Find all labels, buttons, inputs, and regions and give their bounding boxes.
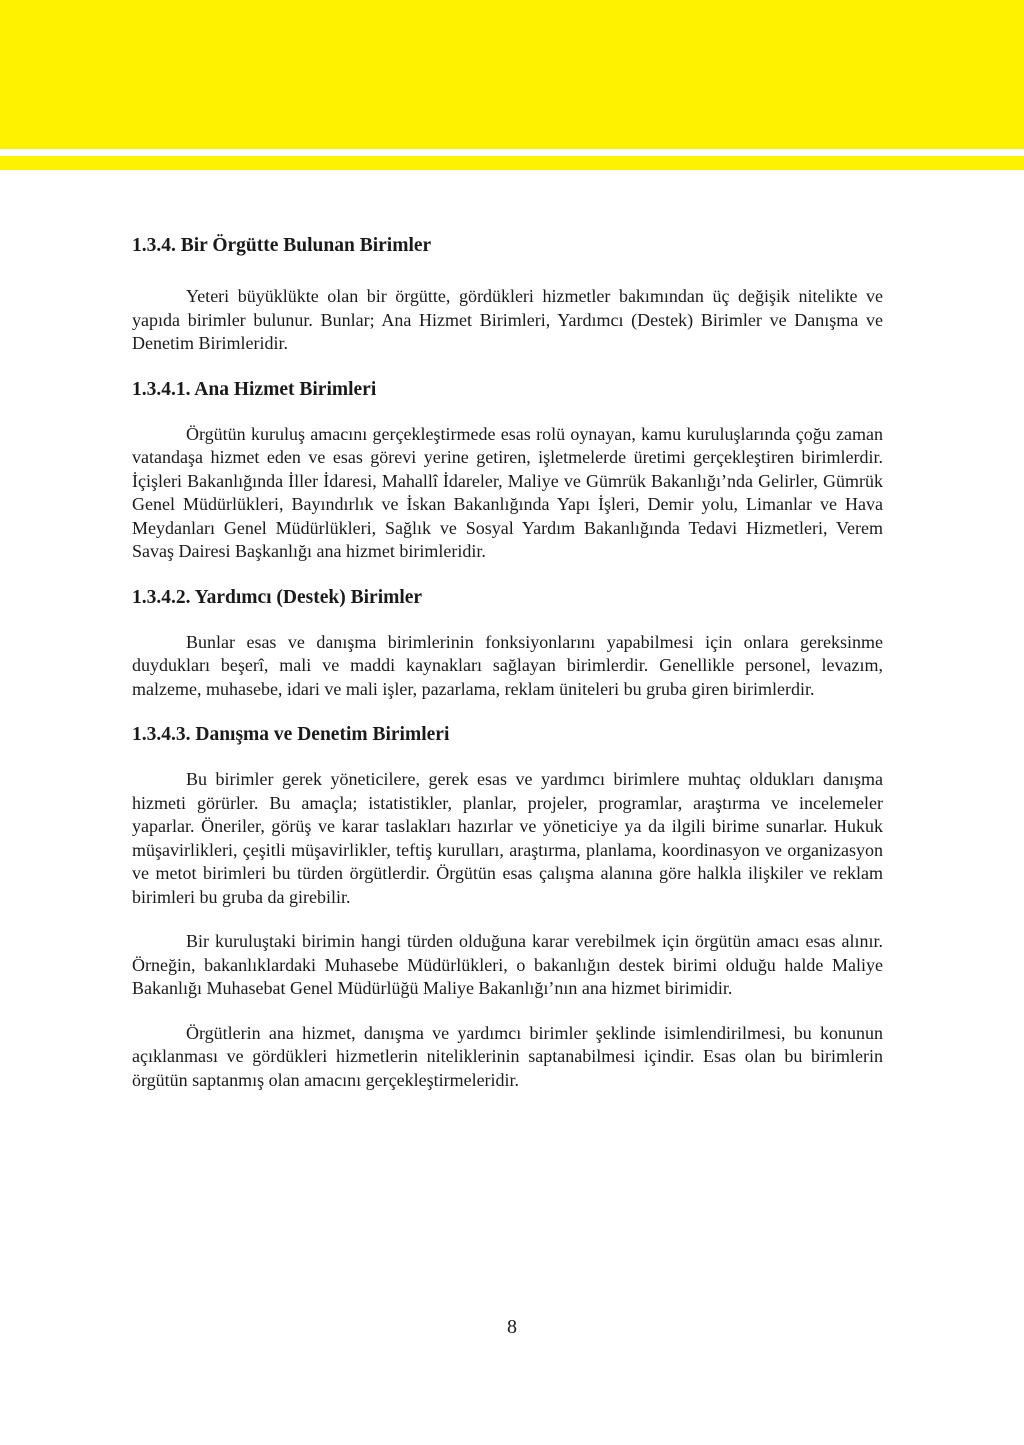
subsection-heading-ana-hizmet: 1.3.4.1. Ana Hizmet Birimleri — [132, 378, 377, 400]
subsection-paragraph-ana-hizmet: Örgütün kuruluş amacını gerçekleştirmede esas rolü oynayan, kamu kuruluşlarında çoğu zaman vatandaşa hizmet eden ve esas görevi yerine getiren, işletmelerde üretimi gerçekleştiren birimlerdir. İçişleri Bakanlığında İller İdaresi, Mahallî İdareler, Maliye ve Gümrük Bakanlığı’nda Gelirler, Gümrük Genel Müdürlükleri, Bayındırlık ve İskan Bakanlığında Yapı İşleri, Demir yolu, Limanlar ve Hava Meydanları Genel Müdürlükleri, Sağlık ve Sosyal Yardım Bakanlığında Tedavi Hizmetleri, Verem Savaş Dairesi Başkanlığı ana hizmet birimleridir. — [132, 423, 883, 561]
section-heading: 1.3.4. Bir Örgütte Bulunan Birimler — [132, 235, 432, 256]
document-body — [132, 234, 883, 1092]
header-white-stripe — [0, 149, 1024, 156]
subsection-paragraph-danisma-1: Bu birimler gerek yöneticilere, gerek esas ve yardımcı birimlere muhtaç oldukları danışma hizmeti görürler. Bu amaçla; istatistikler, planlar, projeler, programlar, araştırma ve incelemeler yaparlar. Öneriler, görüş ve karar taslakları hazırlar ve yöneticiye ya da ilgili birime sunarlar. Hukuk müşavirlikleri, çeşitli müşavirlikler, teftiş kurulları, araştırma, planlama, koordinasyon ve organizasyon ve metot birimleri bu türden örgütlerdir. Örgütün esas çalışma alanına göre halkla ilişkiler ve reklam birimleri bu gruba da girebilir. — [132, 769, 883, 907]
section-paragraph: Yeteri büyüklükte olan bir örgütte, gördükleri hizmetler bakımından üç değişik nitelikte ve yapıda birimler bulunur. Bunlar; Ana Hizmet Birimleri, Yardımcı (Destek) Birimler ve Danışma ve Denetim Birimleridir. — [132, 286, 883, 353]
subsection-paragraph-danisma-2: Bir kuruluştaki birimin hangi türden olduğuna karar verebilmek için örgütün amacı esas alınır. Örneğin, bakanlıklardaki Muhasebe Müdürlükleri, o bakanlığın destek birimi olduğu halde Maliye Bakanlığı Muhasebat Genel Müdürlüğü Maliye Bakanlığı’nın ana hizmet birimidir. — [132, 931, 883, 998]
subsection-heading-yardimci: 1.3.4.2. Yardımcı (Destek) Birimler — [132, 586, 423, 608]
subsection-paragraph-yardimci: Bunlar esas ve danışma birimlerinin fonksiyonlarını yapabilmesi için onlara gereksinme duydukları beşerî, mali ve maddi kaynakları sağlayan birimlerdir. Genellikle personel, levazım, malzeme, muhasebe, idari ve mali işler, pazarlama, reklam üniteleri bu gruba giren birimlerdir. — [132, 631, 883, 699]
subsection-heading-danisma: 1.3.4.3. Danışma ve Denetim Birimleri — [132, 724, 450, 745]
header-yellow-band — [0, 0, 1024, 149]
header-yellow-stripe — [0, 156, 1024, 170]
page-number: 8 — [507, 1316, 517, 1338]
subsection-paragraph-danisma-3: Örgütlerin ana hizmet, danışma ve yardımcı birimler şeklinde isimlendirilmesi, bu konunun açıklanması ve gördükleri hizmetlerin niteliklerinin saptanabilmesi içindir. Esas olan bu birimlerin örgütün saptanmış olan amacını gerçekleştirmeleridir. — [132, 1022, 883, 1090]
